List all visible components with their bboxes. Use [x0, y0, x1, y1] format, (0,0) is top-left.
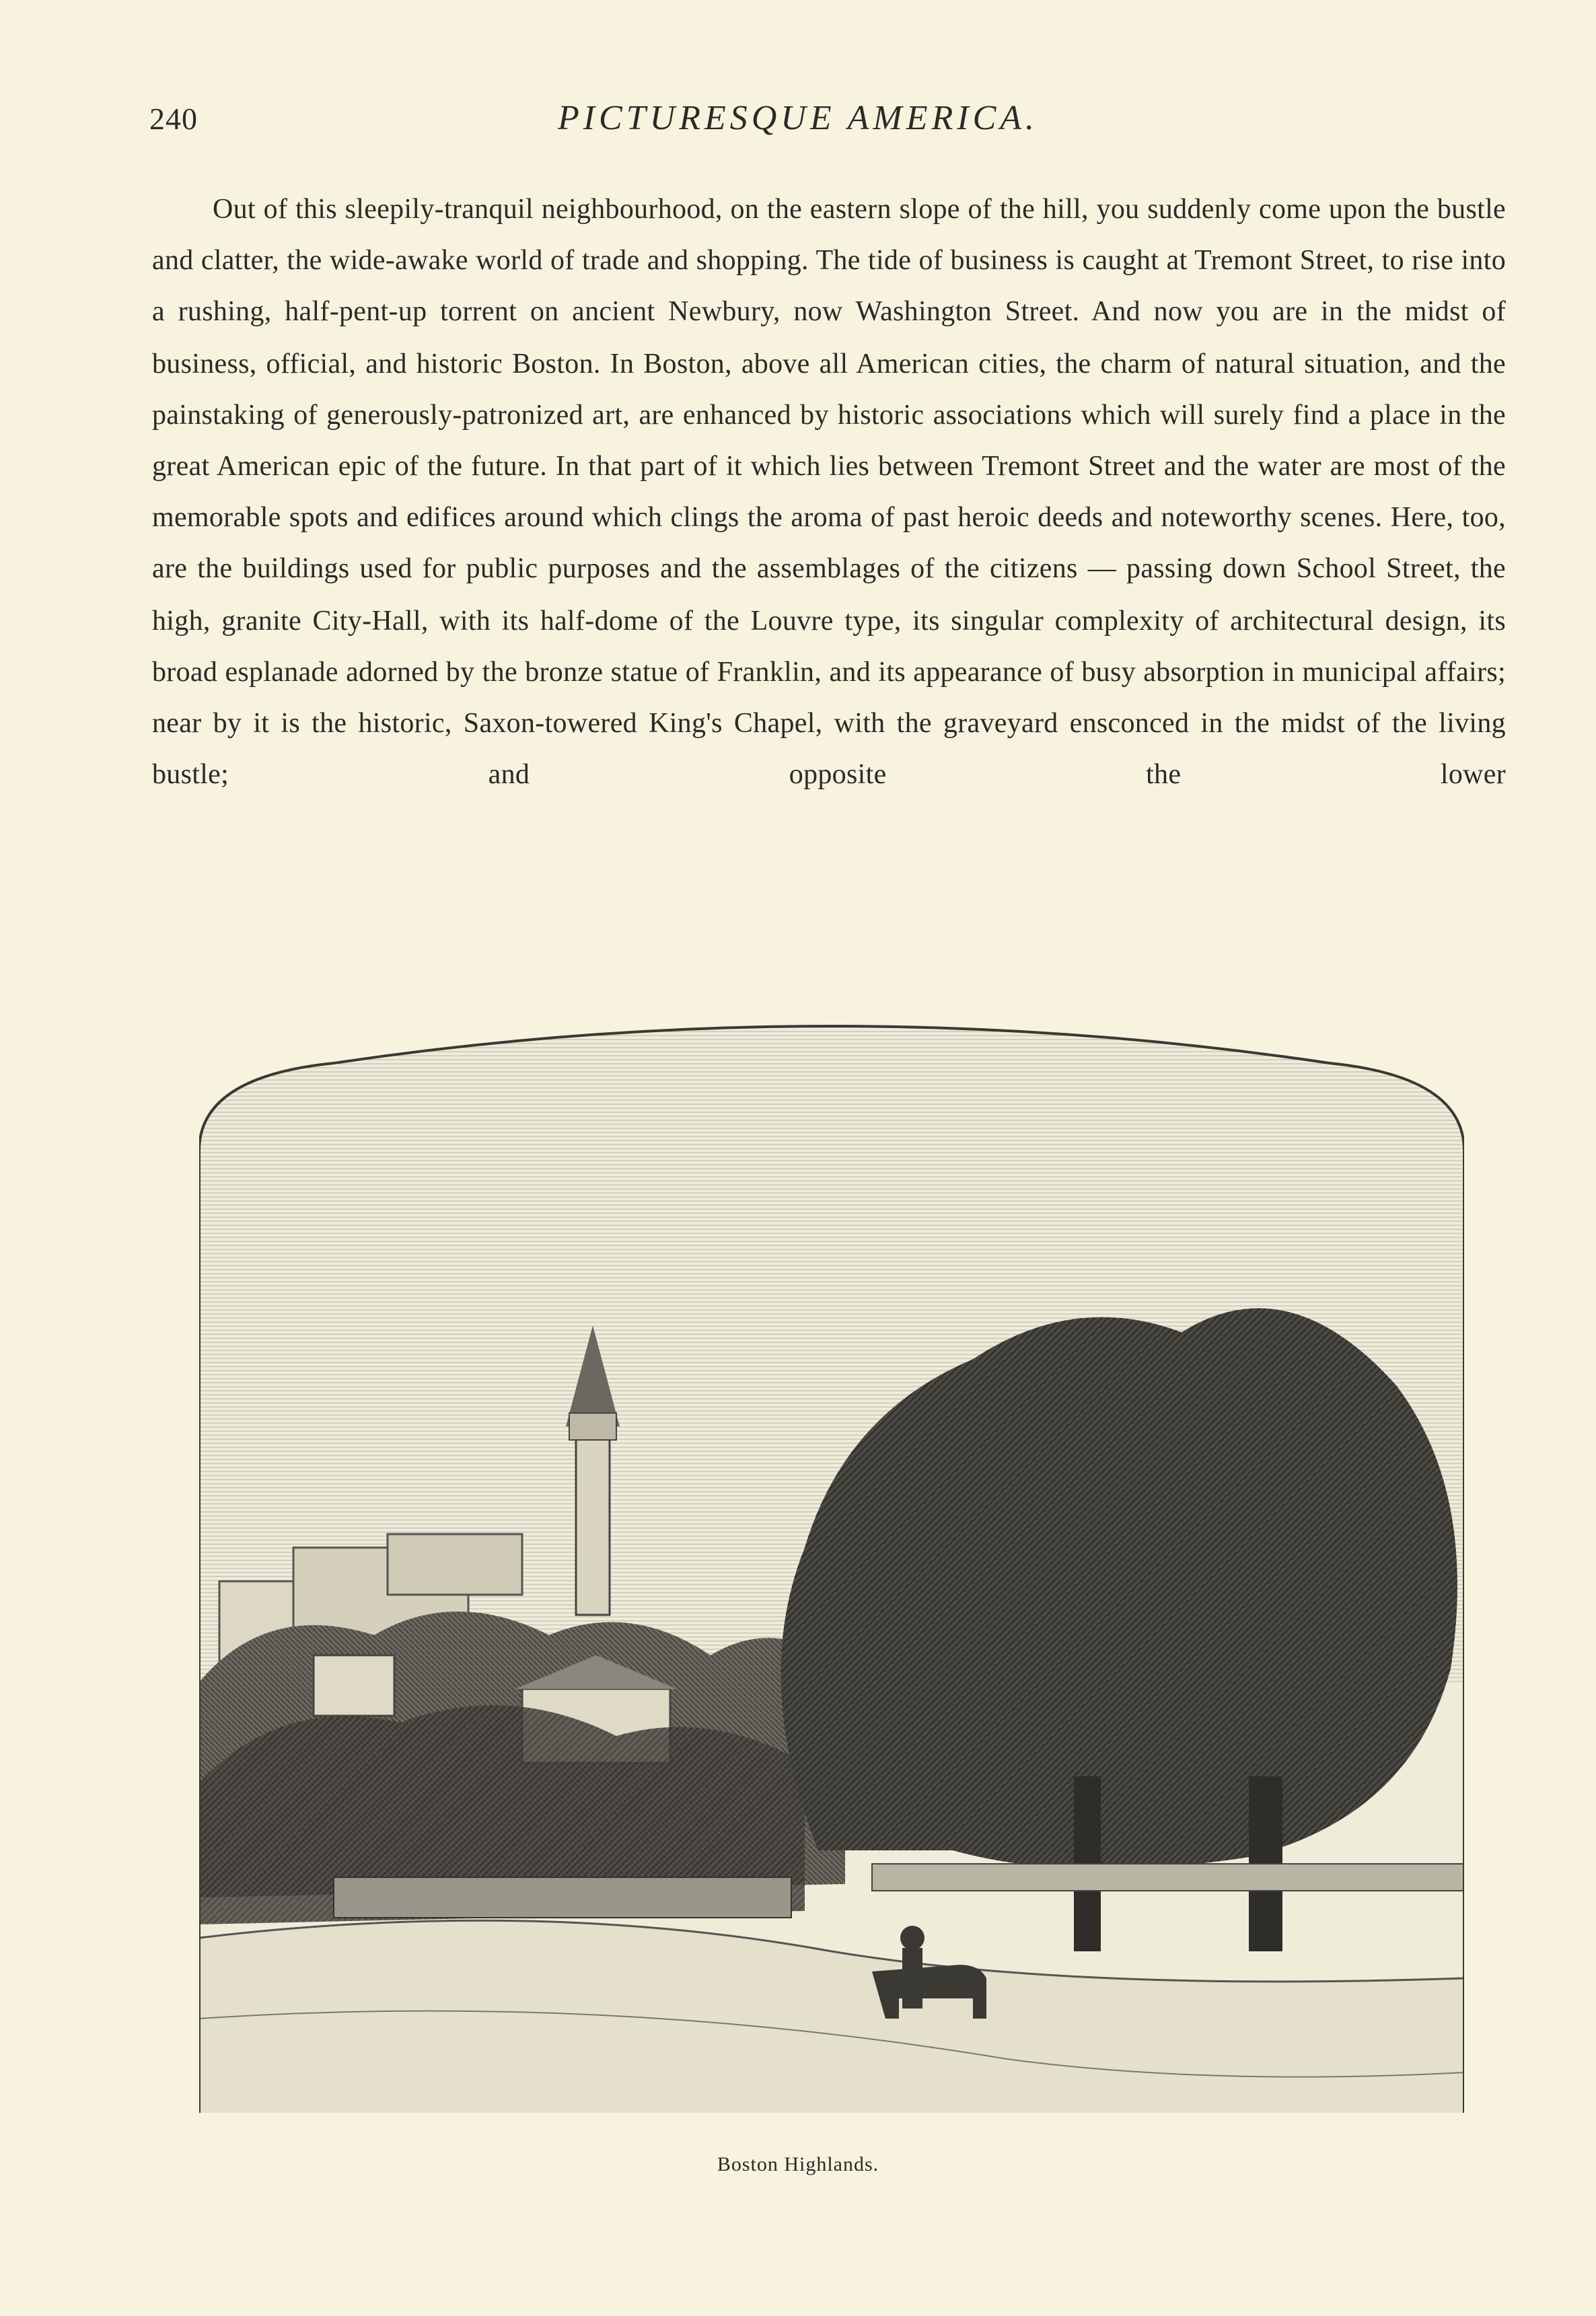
- body-text: [152, 183, 1506, 800]
- page-number: 240: [149, 102, 198, 136]
- engraving-illustration: [199, 1009, 1464, 2126]
- engraving-scene: [199, 1009, 1464, 2126]
- body-paragraph: Out of this sleepily-tranquil neighbourhood, on the eastern slope of the hill, you suddenly come upon the bustle and clatter, the wide-awake world of trade and shopping. The tide of business is caught at Tremont Street, to rise into a rushing, half-pent-up torrent on ancient Newbury, now Washington Street. And now you are in the midst of business, official, and historic Boston. In Boston, above all American cities, the charm of natural situation, and the painstaking of generously-patronized art, are enhanced by historic associations which will surely find a place in the great American epic of the future. In that part of it which lies between Tremont Street and the water are most of the memorable spots and edifices around which clings the aroma of past heroic deeds and noteworthy scenes. Here, too, are the buildings used for public purposes and the assemblages of the citizens — passing down School Street, the high, granite City-Hall, with its half-dome of the Louvre type, its singular complexity of architectural design, its broad esplanade adorned by the bronze statue of Franklin, and its appearance of busy absorption in municipal affairs; near by it is the historic, Saxon-towered King's Chapel, with the graveyard ensconced in the midst of the living bustle; and opposite the lower: [152, 192, 1506, 791]
- figure-caption: Boston Highlands.: [717, 2153, 879, 2175]
- running-title: PICTURESQUE AMERICA.: [557, 99, 1039, 137]
